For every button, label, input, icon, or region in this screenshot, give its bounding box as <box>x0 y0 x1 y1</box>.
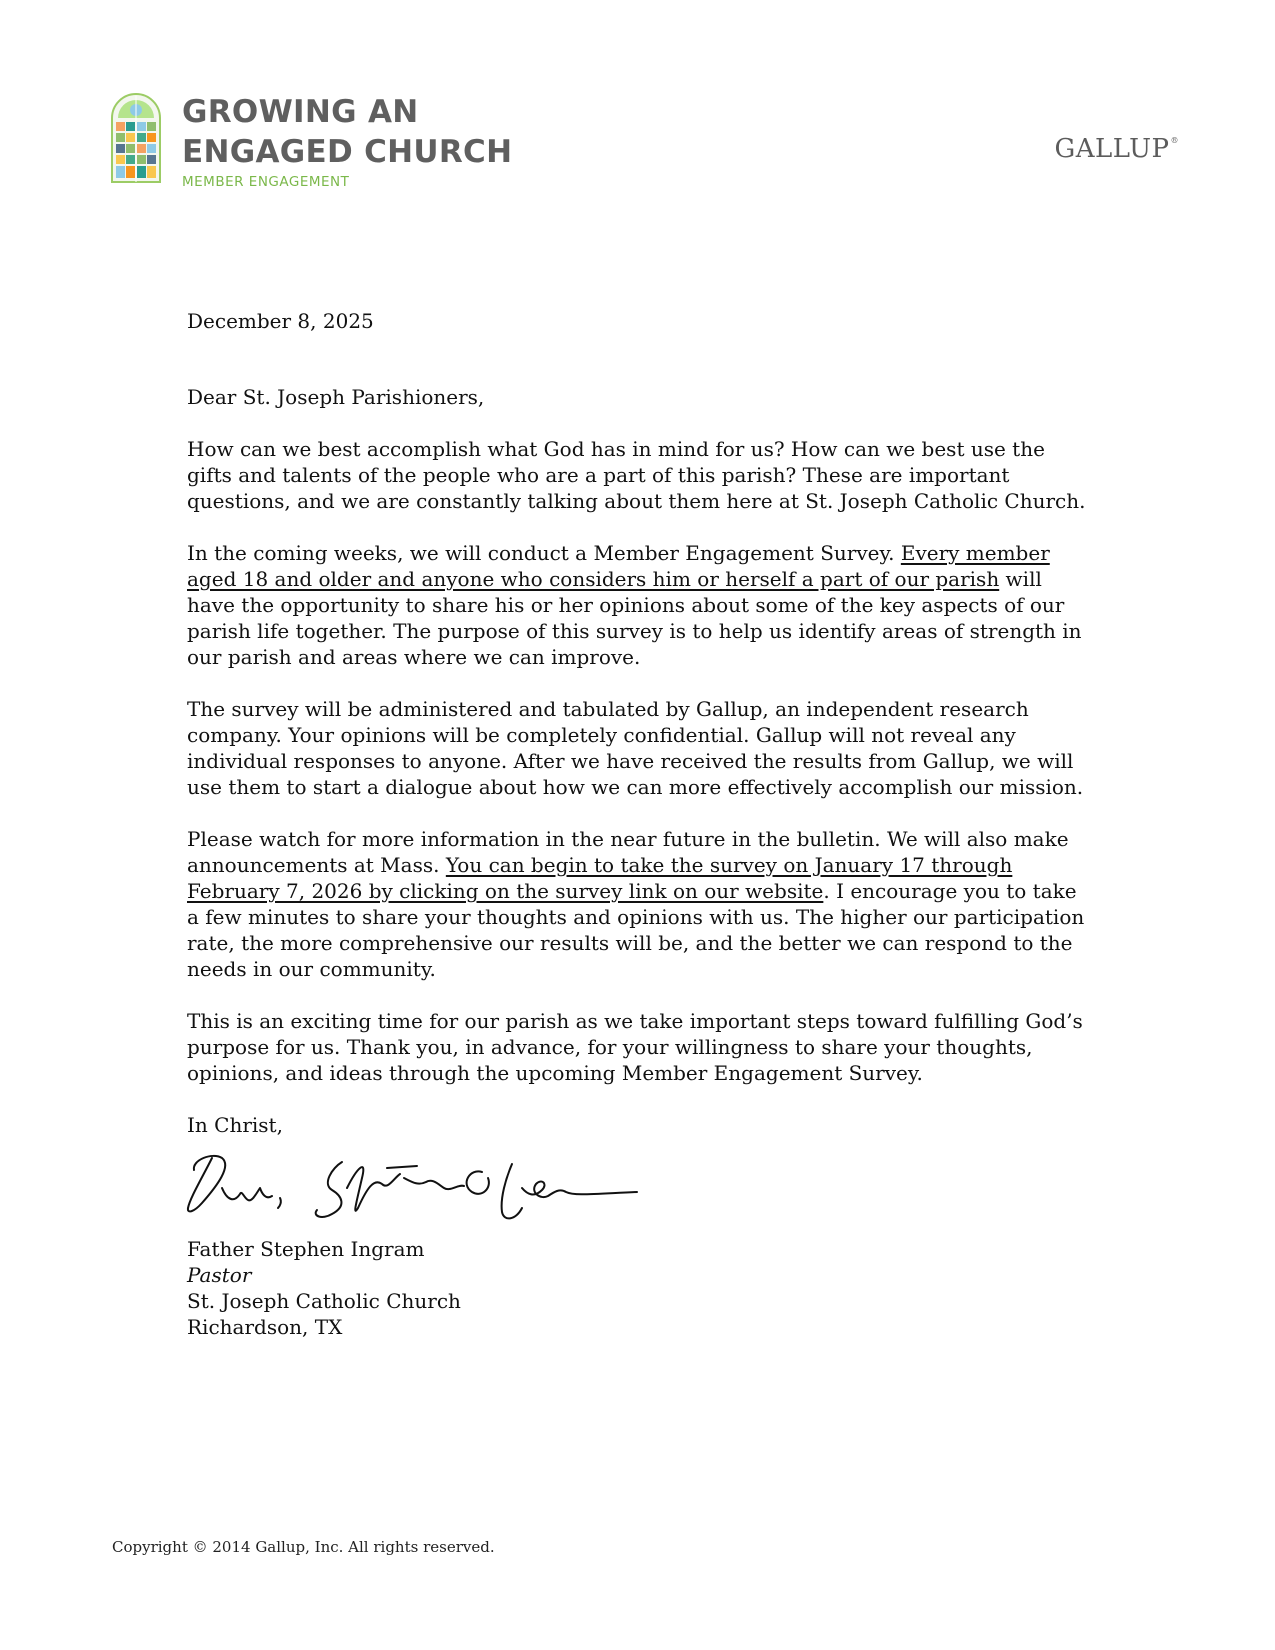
copyright-notice: Copyright © 2014 Gallup, Inc. All rights reserved. <box>112 1538 495 1556</box>
letter-salutation: Dear St. Joseph Parishioners, <box>187 385 485 409</box>
signatory-title: Pastor <box>187 1263 252 1287</box>
signature-block <box>187 1236 1087 1340</box>
paragraph-closing-remarks: This is an exciting time for our parish as we take important steps toward fulfilling God’s purpose for us. Thank you, in advance, for your willingness to share your thoughts, opinions, and ideas through the upcoming Member Engagement Survey. <box>187 1009 1083 1085</box>
survey-dates-underlined-text: You can begin to take the survey on January 17 through February 7, 2026 by clicking on the survey link on our website <box>187 853 1013 903</box>
paragraph-text: In the coming weeks, we will conduct a Member Engagement Survey. <box>187 541 901 565</box>
eligibility-underlined-text: Every member aged 18 and older and anyone who considers him or herself a part of our parish <box>187 541 1050 591</box>
signatory-location: Richardson, TX <box>187 1315 343 1339</box>
paragraph-text: Please watch for more information in the near future in the bulletin. We will also make announcements at Mass. <box>187 827 1069 877</box>
program-logo-text <box>182 92 512 190</box>
paragraph-survey-announcement <box>187 540 1087 670</box>
gallup-logo-text: GALLUP <box>1054 134 1170 164</box>
paragraph-text: . I encourage you to take a few minutes to share your thoughts and opinions with us. The higher our participation rate, the more comprehensive our results will be, and the better we can respond to the needs in our community. <box>187 879 1085 981</box>
paragraph-survey-dates <box>187 826 1087 982</box>
signatory-name: Father Stephen Ingram <box>187 1237 425 1261</box>
handwritten-signature <box>182 1148 642 1228</box>
registered-mark: ® <box>1170 136 1179 145</box>
letter-closing: In Christ, <box>187 1113 283 1137</box>
letter-date: December 8, 2025 <box>187 309 374 333</box>
paragraph-intro: How can we best accomplish what God has in mind for us? How can we best use the gifts and talents of the people who are a part of this parish? These are important questions, and we are constantly talking about them here at St. Joseph Catholic Church. <box>187 437 1086 513</box>
logo-title-line1: GROWING AN <box>182 94 419 130</box>
paragraph-text: will have the opportunity to share his or her opinions about some of the key aspects of our parish life together. The purpose of this survey is to help us identify areas of strength in our parish and areas where we can improve. <box>187 567 1082 669</box>
letter-body <box>187 308 1087 1340</box>
gallup-logo <box>1054 134 1179 164</box>
logo-title-line2: ENGAGED CHURCH <box>182 134 513 170</box>
program-logo <box>110 92 530 192</box>
logo-subtitle: MEMBER ENGAGEMENT <box>182 174 350 190</box>
signatory-church: St. Joseph Catholic Church <box>187 1289 461 1313</box>
paragraph-confidentiality: The survey will be administered and tabulated by Gallup, an independent research company. Your opinions will be completely confidential. Gallup will not reveal any individual responses to anyone. After we have received the results from Gallup, we will use them to start a dialogue about how we can more effectively accomplish our mission. <box>187 697 1084 799</box>
stained-glass-window-icon <box>110 92 162 184</box>
